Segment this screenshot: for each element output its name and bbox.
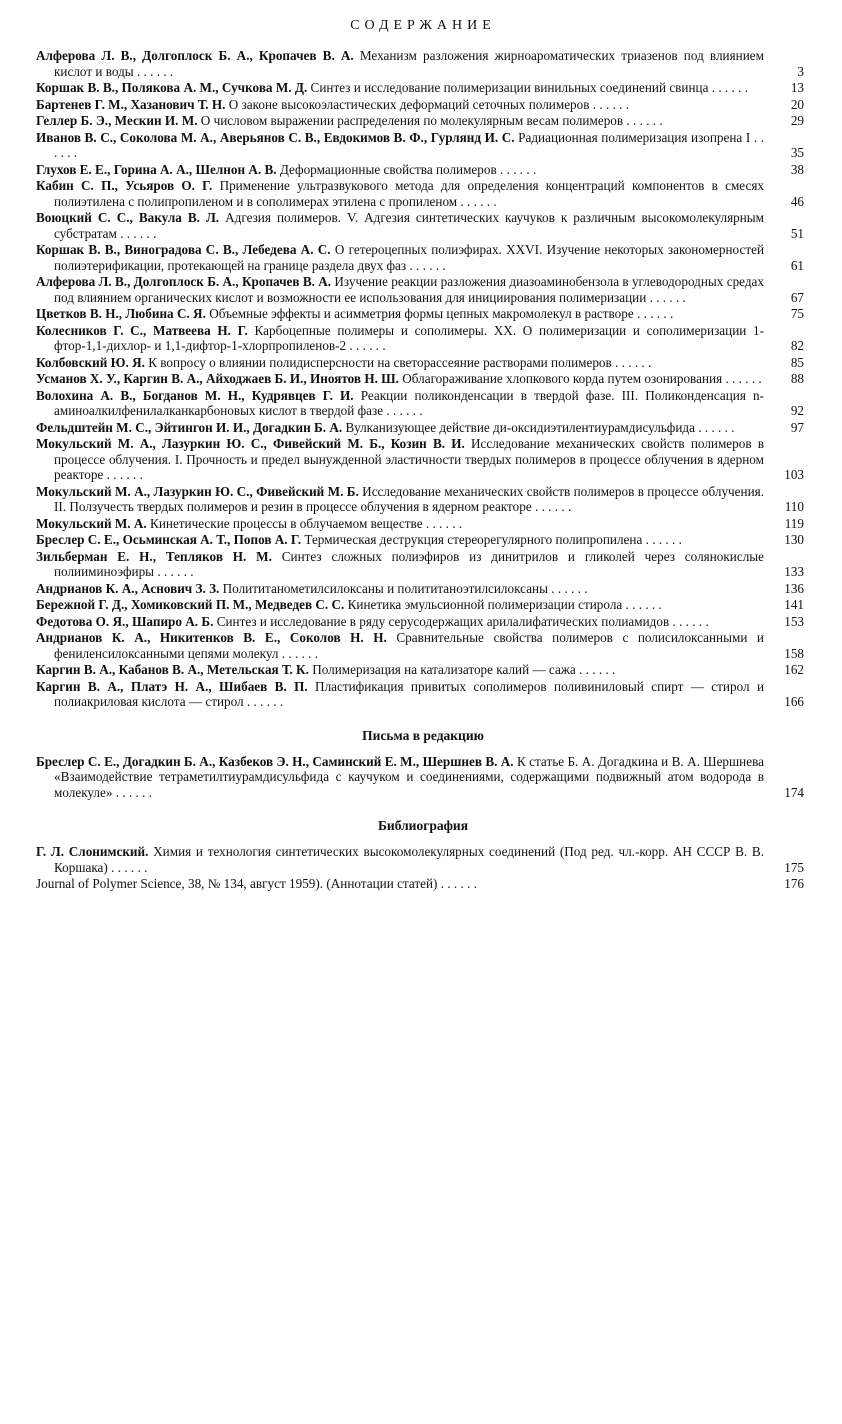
entry-title: Изучение реакции разложения диазоаминобензола в углеводородных средах под влиянием органических кислот и возможности ее использования для инициирования полимеризации: [54, 274, 764, 305]
entry-authors: Каргин В. А., Платэ Н. А., Шибаев В. П.: [36, 678, 308, 694]
table-of-contents: [36, 18, 810, 893]
toc-entry: [36, 420, 810, 436]
dot-leader: . . . . . .: [103, 467, 143, 482]
entry-authors: Кабин С. П., Усьяров О. Г.: [36, 178, 213, 193]
toc-entry: [36, 48, 810, 79]
letters-heading: Письма в редакцию: [362, 727, 484, 743]
dot-leader: . . . . . .: [437, 876, 477, 891]
entry-page-number: 20: [790, 96, 804, 112]
entry-page-number: 162: [784, 662, 804, 677]
toc-entry: [36, 581, 810, 597]
entry-authors: Геллер Б. Э., Мескин И. М.: [36, 113, 198, 128]
entry-authors: Колесников Г. С., Матвеева Н. Г.: [36, 322, 248, 338]
dot-leader: . . . . . .: [457, 193, 497, 209]
dot-leader: . . . . . .: [646, 289, 686, 305]
toc-entry: [36, 178, 810, 209]
entry-text: [36, 388, 810, 419]
entry-text: [36, 484, 810, 515]
dot-leader: . . . . . .: [243, 694, 284, 709]
toc-entry: [36, 532, 810, 548]
entry-page-number: 119: [784, 515, 804, 531]
entry-page-number: 103: [784, 467, 804, 482]
entry-text: [36, 355, 810, 371]
entry-text: [36, 516, 810, 532]
entry-authors: Волохина А. В., Богданов М. Н., Кудрявцев Г. И.: [36, 387, 354, 403]
entry-page-number: 67: [790, 289, 804, 305]
entry-text: [36, 614, 810, 630]
dot-leader: . . . . . .: [154, 564, 194, 579]
entry-text: [36, 113, 810, 129]
toc-entry: [36, 210, 810, 241]
entry-text: [36, 436, 810, 483]
entry-text: [36, 597, 810, 613]
dot-leader: . . . . . .: [346, 338, 386, 353]
entry-page-number: 51: [790, 225, 804, 241]
entry-authors: Глухов Е. Е., Горина А. А., Шелнон А. В.: [36, 161, 277, 177]
entry-text: [36, 323, 810, 354]
toc-entry: [36, 516, 810, 532]
entry-text: [36, 178, 810, 209]
entry-title: Объемные эффекты и асимметрия формы цепных макромолекул в растворе: [205, 306, 634, 321]
entry-authors: Цветков В. Н., Любина С. Я.: [36, 306, 206, 321]
entry-page-number: 13: [790, 80, 804, 95]
entry-text: [36, 97, 810, 113]
entry-page-number: 46: [790, 193, 804, 209]
dot-leader: . . . . . .: [611, 354, 652, 370]
dot-leader: . . . . . .: [112, 784, 153, 800]
dot-leader: . . . . . .: [278, 645, 319, 661]
entry-title: К статье Б. А. Догадкина и В. А. Шершнева «Взаимодействие тетраметилтиурамдисульфида с каучуком и соединениями, содержащими подвижный атом водорода в молекуле»: [54, 753, 764, 800]
entry-authors: Бартенев Г. М., Хазанович Т. Н.: [36, 96, 226, 112]
dot-leader: . . . . . .: [54, 129, 764, 160]
entry-page-number: 153: [784, 613, 804, 629]
entry-title: Карбоцепные полимеры и сополимеры. XX. О полимеризации и сополимеризации 1-фтор-1,1-дихлор- и 1,1-дифтор-1-хлорпропиленов-2: [54, 322, 764, 353]
entry-page-number: 88: [790, 371, 804, 386]
dot-leader: . . . . . .: [623, 113, 663, 128]
entry-text: [36, 210, 810, 241]
entry-authors: Андрианов К. А., Никитенков В. Е., Соколов Н. Н.: [36, 630, 387, 645]
entry-page-number: 166: [784, 694, 804, 709]
entry-title: Кинетические процессы в облучаемом веществе: [146, 515, 423, 531]
entry-title: Синтез и исследование полимеризации винильных соединений свинца: [307, 80, 709, 95]
dot-leader: . . . . . .: [575, 662, 616, 677]
entry-text: [36, 581, 810, 597]
dot-leader: . . . . . .: [406, 257, 446, 273]
dot-leader: . . . . . .: [422, 515, 463, 531]
entry-authors: Мокульский М. А., Лазуркин Ю. С., Фивейский М. Б.: [36, 483, 359, 499]
toc-entry: [36, 484, 810, 515]
entry-text: [36, 549, 810, 580]
entry-title: Исследование механических свойств полимеров в процессе облучения. II. Ползучесть твердых полимеров и резин в процессе облучения в ядерном реакторе: [54, 483, 765, 514]
toc-entry: [36, 242, 810, 273]
entry-authors: Мокульский М. А.: [36, 515, 147, 531]
entry-authors: Коршак В. В., Виноградова С. В., Лебедева А. С.: [36, 242, 331, 257]
entry-title: О законе высокоэластических деформаций сеточных полимеров: [225, 96, 590, 112]
entry-title: Синтез и исследование в ряду серусодержащих арилалифатических полиамидов: [213, 613, 670, 629]
entry-title: Термическая деструкция стереорегулярного полипропилена: [301, 532, 643, 547]
entry-text: [36, 844, 810, 875]
toc-entry: [36, 549, 810, 580]
entry-text: [36, 662, 810, 678]
entry-title: Облагораживание хлопкового корда путем озонирования: [398, 371, 723, 386]
entry-page-number: 92: [790, 403, 804, 418]
dot-leader: . . . . . .: [669, 613, 709, 629]
entry-page-number: 130: [784, 532, 804, 547]
entry-authors: Бреслер С. Е., Догадкин Б. А., Казбеков Э. Н., Саминский Е. М., Шершнев В. А.: [36, 753, 514, 769]
entry-authors: Иванов В. С., Соколова М. А., Аверьянов С. В., Евдокимов В. Ф., Гурлянд И. С.: [36, 129, 515, 145]
dot-leader: . . . . . .: [383, 403, 423, 418]
contents-list: [36, 48, 810, 710]
entry-page-number: 158: [784, 645, 804, 661]
entry-title: К вопросу о влиянии полидисперсности на светорассеяние растворами полимеров: [144, 354, 612, 370]
dot-leader: . . . . . .: [622, 597, 662, 612]
toc-entry: [36, 306, 810, 322]
entry-text: [36, 130, 810, 161]
dot-leader: . . . . . .: [107, 859, 148, 875]
entry-title: О числовом выражении распределения по молекулярным весам полимеров: [197, 113, 624, 128]
entry-title: Полититанометилсилоксаны и полититаноэтилсилоксаны: [219, 580, 548, 596]
entry-title: О гетероцепных полиэфирах. XXVI. Изучение некоторых закономерностей полиэтерификации, протекающей на границе раздела двух фаз: [54, 242, 765, 273]
letters-list: [36, 754, 810, 801]
entry-text: [36, 754, 810, 801]
entry-page-number: 133: [784, 564, 804, 579]
entry-authors: Воюцкий С. С., Вакула В. Л.: [36, 210, 220, 225]
entry-text: [36, 162, 810, 178]
toc-entry: [36, 754, 810, 801]
entry-page-number: 141: [784, 597, 804, 612]
entry-authors: Алферова Л. В., Долгоплоск Б. А., Кропачев В. А.: [36, 274, 332, 289]
entry-text: [36, 48, 810, 79]
entry-title: Исследование механических свойств полимеров в процессе облучения. I. Прочность и предел вынужденной эластичности твердых полимеров в процессе облучения в ядерном реакторе: [54, 436, 764, 482]
toc-entry: [36, 844, 810, 875]
entry-text: [36, 274, 810, 305]
entry-page-number: 82: [790, 338, 804, 353]
entry-title: Вулканизующее действие ди-оксидиэтилентиурамдисульфида: [342, 419, 695, 435]
dot-leader: . . . . . .: [547, 580, 588, 596]
entry-text: [36, 371, 810, 387]
entry-title: Journal of Polymer Science, 38, № 134, август 1959). (Аннотации статей): [36, 876, 438, 891]
entry-authors: Федотова О. Я., Шапиро А. Б.: [36, 613, 214, 629]
entry-text: [36, 420, 810, 436]
toc-entry: [36, 614, 810, 630]
entry-authors: Бережной Г. Д., Хомиковский П. М., Медведев С. С.: [36, 597, 345, 612]
entry-page-number: 110: [784, 499, 804, 514]
dot-leader: . . . . . .: [642, 532, 682, 547]
entry-authors: Г. Л. Слонимский.: [36, 844, 149, 859]
bibliography-list: [36, 844, 810, 892]
toc-entry: [36, 97, 810, 113]
toc-entry: [36, 113, 810, 129]
entry-title: Адгезия полимеров. V. Адгезия синтетических каучуков к различным высокомолекулярным субстратам: [54, 210, 764, 241]
entry-text: [36, 532, 810, 548]
entry-title: Применение ультразвукового метода для определения концентраций компонентов в смесях полиэтилена с полипропиленом и в сополимерах этилена с пропиленом: [54, 178, 764, 209]
entry-text: [36, 679, 810, 710]
toc-entry: [36, 80, 810, 96]
toc-entry: [36, 388, 810, 419]
entry-title: Синтез сложных полиэфиров из динитрилов и гликолей через солянокислые полииминоэфиры: [54, 548, 764, 579]
dot-leader: . . . . . .: [708, 80, 748, 95]
dot-leader: . . . . . .: [133, 63, 174, 79]
dot-leader: . . . . . .: [116, 225, 157, 241]
dot-leader: . . . . . .: [722, 371, 762, 386]
entry-authors: Усманов Х. У., Каргин В. А., Айходжаев Б. И., Иноятов Н. Ш.: [36, 371, 399, 386]
entry-authors: Каргин В. А., Кабанов В. А., Метельская Т. К.: [36, 662, 309, 677]
toc-entry: [36, 355, 810, 371]
toc-entry: [36, 597, 810, 613]
entry-page-number: 85: [790, 354, 804, 370]
entry-page-number: 97: [790, 419, 804, 435]
entry-text: [36, 630, 810, 661]
dot-leader: . . . . . .: [633, 306, 674, 321]
toc-entry: [36, 662, 810, 678]
toc-entry: [36, 162, 810, 178]
page-title: СОДЕРЖАНИЕ: [350, 18, 496, 33]
entry-title: Полимеризация на катализаторе калий — сажа: [308, 662, 576, 677]
entry-text: [36, 876, 810, 892]
entry-title: Кинетика эмульсионной полимеризации стирола: [344, 597, 623, 612]
entry-authors: Бреслер С. Е., Осьминская А. Т., Попов А. Г.: [36, 532, 302, 547]
dot-leader: . . . . . .: [694, 419, 735, 435]
toc-entry: [36, 679, 810, 710]
dot-leader: . . . . . .: [531, 499, 572, 514]
entry-page-number: 3: [797, 63, 804, 79]
entry-page-number: 175: [784, 859, 804, 875]
entry-title: Пластификация привитых сополимеров поливиниловый спирт — стирол и полиакриловая кислота — стирол: [54, 678, 765, 709]
entry-authors: Колбовский Ю. Я.: [36, 354, 145, 370]
entry-title: Радиационная полимеризация изопрена I: [514, 129, 751, 145]
entry-title: Химия и технология синтетических высокомолекулярных соединений (Под ред. чл.-корр. АН СССР В. В. Коршака): [54, 844, 765, 875]
dot-leader: . . . . . .: [496, 161, 537, 177]
entry-authors: Зильберман Е. Н., Тепляков Н. М.: [36, 548, 272, 564]
toc-entry: [36, 876, 810, 892]
entry-page-number: 38: [790, 161, 804, 177]
entry-title: Реакции поликонденсации в твердой фазе. III. Поликонденсация n-аминоалкилфенилалканкарбоновых кислот в твердой фазе: [54, 387, 764, 418]
entry-title: Механизм разложения жирноароматических триазенов под влиянием кислот и воды: [54, 48, 764, 79]
entry-text: [36, 306, 810, 322]
toc-entry: [36, 323, 810, 354]
entry-text: [36, 242, 810, 273]
entry-authors: Мокульский М. А., Лазуркин Ю. С., Фивейский М. Б., Козин В. И.: [36, 436, 465, 451]
entry-authors: Коршак В. В., Полякова А. М., Сучкова М. Д.: [36, 80, 308, 95]
dot-leader: . . . . . .: [589, 96, 630, 112]
toc-entry: [36, 130, 810, 161]
toc-entry: [36, 630, 810, 661]
entry-authors: Алферова Л. В., Долгоплоск Б. А., Кропачев В. А.: [36, 48, 354, 63]
entry-page-number: 176: [784, 876, 804, 891]
toc-entry: [36, 436, 810, 483]
entry-authors: Андрианов К. А., Аснович З. З.: [36, 580, 220, 596]
entry-page-number: 29: [790, 113, 804, 128]
entry-page-number: 174: [784, 784, 804, 800]
entry-text: [36, 80, 810, 96]
toc-entry: [36, 274, 810, 305]
entry-page-number: 35: [790, 145, 804, 160]
entry-page-number: 61: [790, 257, 804, 273]
entry-title: Сравнительные свойства полимеров с полисилоксанными и фениленсилоксанными цепями молекул: [54, 630, 764, 661]
entry-page-number: 75: [790, 306, 804, 321]
entry-title: Деформационные свойства полимеров: [276, 161, 497, 177]
bibliography-heading: Библиография: [377, 818, 469, 833]
entry-page-number: 136: [784, 580, 804, 596]
toc-entry: [36, 371, 810, 387]
entry-authors: Фельдштейн М. С., Эйтингон И. И., Догадкин Б. А.: [36, 419, 343, 435]
